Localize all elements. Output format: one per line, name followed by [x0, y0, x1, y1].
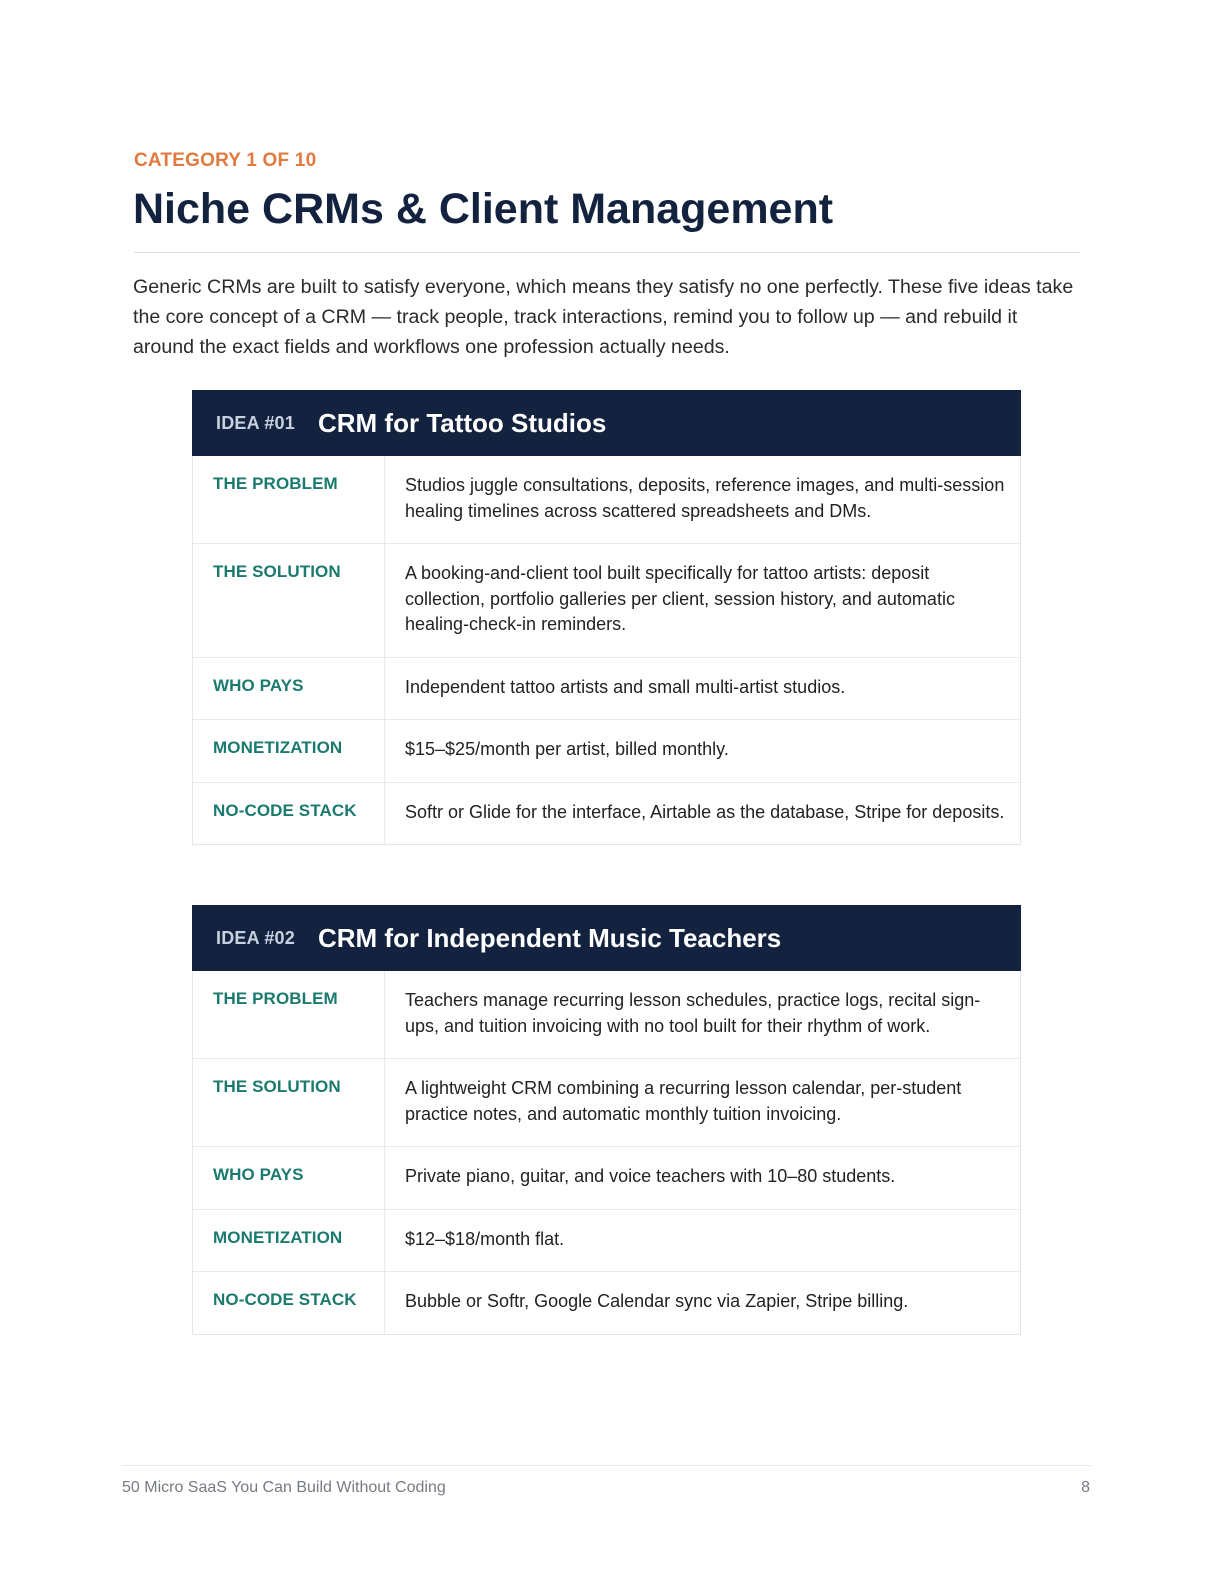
- row-label: THE SOLUTION: [193, 544, 385, 657]
- table-row-solution: [193, 543, 1020, 657]
- row-value: A lightweight CRM combining a recurring lesson calendar, per-student practice notes, and automatic monthly tuition invoicing.: [405, 1078, 962, 1124]
- idea-number: IDEA #02: [216, 927, 295, 948]
- title-divider: [134, 252, 1080, 253]
- table-row-problem: [193, 456, 1020, 543]
- row-value: Independent tattoo artists and small multi-artist studios.: [405, 676, 846, 697]
- footer-divider: [122, 1465, 1092, 1466]
- row-label: THE PROBLEM: [193, 456, 385, 543]
- idea-card: [192, 390, 1021, 845]
- row-value: Bubble or Softr, Google Calendar sync via Zapier, Stripe billing.: [405, 1291, 909, 1311]
- row-value: Studios juggle consultations, deposits, reference images, and multi-session healing timelines across scattered spreadsheets and DMs.: [405, 475, 1005, 521]
- row-label: NO-CODE STACK: [193, 783, 385, 845]
- table-row-stack: [193, 782, 1020, 845]
- table-row-monetization: [193, 1209, 1020, 1272]
- row-label: MONETIZATION: [193, 1210, 385, 1272]
- row-label: WHO PAYS: [193, 658, 385, 720]
- idea-number: IDEA #01: [216, 412, 295, 433]
- category-eyebrow: CATEGORY 1 OF 10: [134, 150, 317, 171]
- row-label: MONETIZATION: [193, 720, 385, 782]
- table-row-who-pays: [193, 657, 1020, 720]
- table-row-who-pays: [193, 1146, 1020, 1209]
- table-row-stack: [193, 1271, 1020, 1334]
- idea-card-header: [192, 905, 1021, 971]
- footer-book-title: 50 Micro SaaS You Can Build Without Coding: [122, 1479, 446, 1496]
- row-label: NO-CODE STACK: [193, 1272, 385, 1334]
- row-label: WHO PAYS: [193, 1147, 385, 1209]
- row-value: Private piano, guitar, and voice teachers with 10–80 students.: [405, 1166, 896, 1186]
- row-label: THE PROBLEM: [193, 971, 385, 1058]
- row-value: Teachers manage recurring lesson schedules, practice logs, recital sign-ups, and tuition invoicing with no tool built for their rhythm of work.: [405, 990, 981, 1036]
- page-title: Niche CRMs & Client Management: [133, 185, 834, 233]
- row-value: $12–$18/month flat.: [405, 1228, 565, 1249]
- idea-title: CRM for Tattoo Studios: [318, 407, 607, 438]
- idea-details-table: [193, 971, 1020, 1334]
- row-value: $15–$25/month per artist, billed monthly.: [405, 739, 729, 759]
- page-number: 8: [1081, 1479, 1090, 1496]
- table-row-problem: [193, 971, 1020, 1058]
- idea-card: [192, 905, 1021, 1335]
- idea-title: CRM for Independent Music Teachers: [318, 922, 782, 953]
- table-row-monetization: [193, 719, 1020, 782]
- table-row-solution: [193, 1058, 1020, 1146]
- row-label: THE SOLUTION: [193, 1059, 385, 1146]
- idea-card-header: [192, 390, 1021, 456]
- row-value: Softr or Glide for the interface, Airtable as the database, Stripe for deposits.: [405, 801, 1005, 822]
- intro-paragraph: Generic CRMs are built to satisfy everyone, which means they satisfy no one perfectly. These five ideas take the core concept of a CRM — track people, track interactions, remind you to follow up — and rebuild it around the exact fields and workflows one profession actually needs.: [133, 276, 1074, 358]
- idea-details-table: [193, 456, 1020, 844]
- row-value: A booking-and-client tool built specifically for tattoo artists: deposit collection, portfolio galleries per client, session history, and automatic healing-check-in reminders.: [405, 563, 955, 634]
